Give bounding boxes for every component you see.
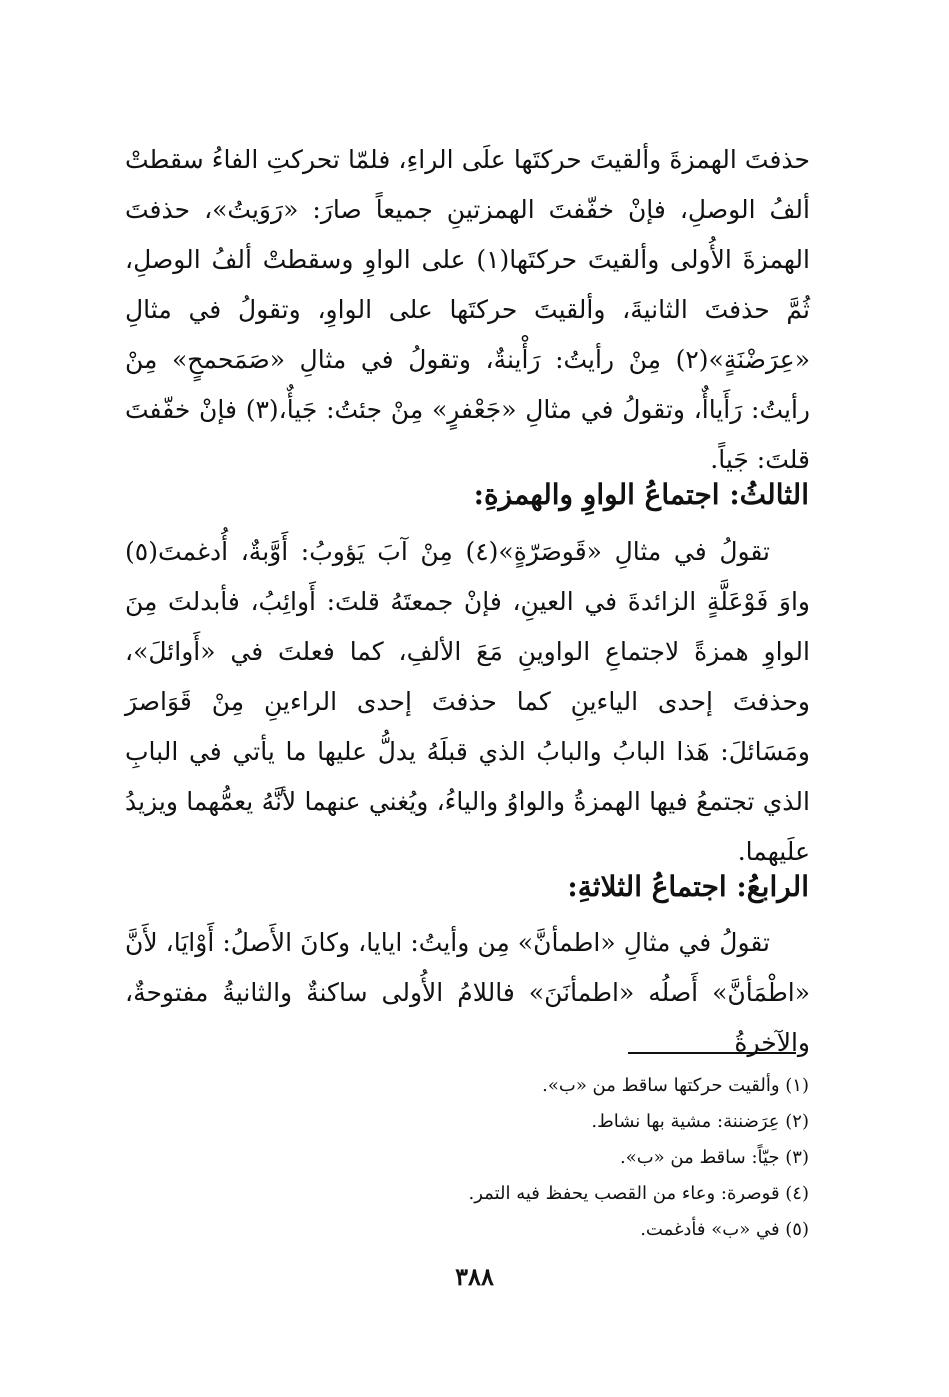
body-block-2	[125, 527, 810, 877]
footnote-4: (٤) قوصرة: وعاء من القصب يحفظ فيه التمر.	[468, 1183, 809, 1204]
section-heading-fourth: الرابعُ: اجتماعُ الثلاثةِ:	[567, 870, 809, 903]
paragraph-3: تقولُ في مثالِ «اطمأنَّ» مِن وأيتُ: ايايا، وكانَ الأَصلُ: أَوْايَا، لأَنَّ «اطْمَأنَّ» أَصلُه «اطمأنَنَ» فاللامُ الأُولى ساكنةٌ والثانيةُ مفتوحةٌ، والآخرةُ	[125, 928, 810, 1057]
section-heading-third: الثالثُ: اجتماعُ الواوِ والهمزةِ:	[473, 478, 809, 511]
body-block-1	[125, 135, 810, 485]
paragraph-1: حذفتَ الهمزةَ وألقيتَ حركتَها علَى الراءِ، فلمّا تحركتِ الفاءُ سقطتْ ألفُ الوصلِ، فإنْ خفّفتَ الهمزتينِ جميعاً صارَ: «رَوَيتُ»، حذفتَ الهمزةَ الأُولى وألقيتَ حركتَها(١) على الواوِ وسقطتْ ألفُ الوصلِ، ثُمَّ حذفتَ الثانيةَ، وألقيتَ حركتَها على الواوِ، وتقولُ في مثالِ «عِرَضْنَةٍ»(٢) مِنْ رأيتُ: رَأْينةٌ، وتقولُ في مثالِ «صَمَحمحٍ» مِنْ رأيتُ: رَأَياأٌ، وتقولُ في مثالِ «جَعْفرٍ» مِنْ جئتُ: جَيأٌ،(٣) فإنْ خفّفتَ قلتَ: جَياً.	[125, 145, 811, 474]
footnote-1: (١) وألقيت حركتها ساقط من «ب».	[542, 1075, 809, 1096]
footnote-2: (٢) عِرَضننة: مشية بها نشاط.	[591, 1111, 809, 1132]
footnote-5: (٥) في «ب» فأدغمت.	[640, 1219, 809, 1240]
paragraph-2: تقولُ في مثالِ «قَوصَرّةٍ»(٤) مِنْ آبَ يَؤوبُ: أَوَّبةٌ، أُدغمتَ(٥) واوَ فَوْعَلَّةٍ الزائدةَ في العينِ، فإنْ جمعتَهُ قلتَ: أَوائِبُ، فأبدلتَ مِنَ الواوِ همزةً لاجتماعِ الواوينِ مَعَ الألفِ، كما فعلتَ في «أَوائلَ»، وحذفتَ إحدى الياءينِ كما حذفتَ إحدى الراءينِ مِنْ قَوَاصرَ ومَسَائلَ: هَذا البابُ والبابُ الذي قبلَهُ يدلُّ عليها ما يأتي في البابِ الذي تجتمعُ فيها الهمزةُ والواوُ والياءُ، ويُغني عنهما لأنَّهُ يعمُّهما ويزيدُ علَيهما.	[125, 537, 810, 866]
page-number: ٣٨٨	[455, 1262, 494, 1291]
body-block-3	[125, 918, 810, 1068]
footnotes-list	[309, 1068, 809, 1248]
footnote-divider	[628, 1052, 796, 1054]
footnote-3: (٣) جيّاً: ساقط من «ب».	[619, 1147, 809, 1168]
